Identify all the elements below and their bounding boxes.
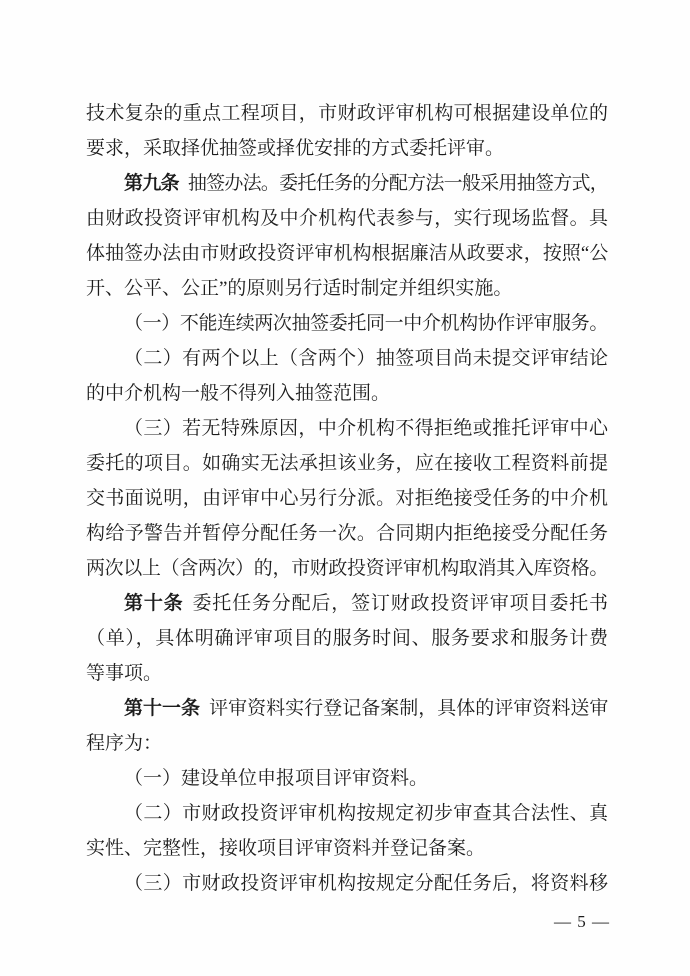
line-text: 构给予警告并暂停分配任务一次。合同期内拒绝接受分配任务 (86, 523, 608, 544)
text-line (86, 551, 608, 586)
list-item-1-line (86, 761, 608, 796)
article-11-heading-line (86, 691, 608, 726)
line-text: 交书面说明，由评审中心另行分派。对拒绝接受任务的中介机 (86, 488, 608, 509)
line-text: 评审资料实行登记备案制，具体的评审资料送审 (209, 698, 608, 719)
line-text: 实性、完整性，接收项目评审资料并登记备案。 (86, 838, 486, 859)
line-text: 委托的项目。如确实无法承担该业务，应在接收工程资料前提 (86, 453, 608, 474)
text-line (86, 376, 608, 411)
article-number: 第十条 (124, 593, 184, 614)
text-line (86, 96, 608, 131)
line-text: 抽签办法。委托任务的分配方法一般采用抽签方式， (187, 173, 608, 194)
text-line (86, 831, 608, 866)
article-number: 第十一条 (124, 698, 201, 719)
line-text: 等事项。 (86, 663, 163, 684)
text-line (86, 236, 608, 271)
line-text: 委托任务分配后，签订财政投资评审项目委托书 (192, 593, 608, 614)
text-line (86, 446, 608, 481)
line-text: （一）建设单位申报项目评审资料。 (124, 768, 429, 789)
line-text: （三）市财政投资评审机构按规定分配任务后，将资料移 (124, 873, 608, 894)
line-text: （二）市财政投资评审机构按规定初步审查其合法性、真 (124, 803, 608, 824)
line-text: 程序为： (86, 733, 163, 754)
list-item-1-line (86, 306, 608, 341)
list-item-3-line (86, 411, 608, 446)
list-item-2-line (86, 341, 608, 376)
page-number: — 5 — (554, 912, 610, 931)
line-text: （二）有两个以上（含两个）抽签项目尚未提交评审结论 (124, 348, 608, 369)
text-line (86, 621, 608, 656)
text-line (86, 656, 608, 691)
line-text: （一）不能连续两次抽签委托同一中介机构协作评审服务。 (124, 313, 608, 334)
text-line (86, 481, 608, 516)
line-text: 的中介机构一般不得列入抽签范围。 (86, 383, 391, 404)
text-line (86, 726, 608, 761)
article-10-heading-line (86, 586, 608, 621)
line-text: 由财政投资评审机构及中介机构代表参与，实行现场监督。具 (86, 208, 608, 229)
text-line (86, 516, 608, 551)
article-number: 第九条 (124, 173, 179, 194)
line-text: 体抽签办法由市财政投资评审机构根据廉洁从政要求，按照“公 (86, 243, 608, 264)
line-text: 开、公平、公正”的原则另行适时制定并组织实施。 (86, 278, 513, 299)
article-9-heading-line (86, 166, 608, 201)
text-line (86, 201, 608, 236)
text-line (86, 271, 608, 306)
document-body (86, 96, 608, 901)
line-text: （单），具体明确评审项目的服务时间、服务要求和服务计费 (86, 628, 608, 649)
list-item-3-line (86, 866, 608, 901)
line-text: 技术复杂的重点工程项目，市财政评审机构可根据建设单位的 (86, 103, 608, 124)
line-text: 两次以上（含两次）的，市财政投资评审机构取消其入库资格。 (86, 558, 608, 579)
text-line (86, 131, 608, 166)
list-item-2-line (86, 796, 608, 831)
line-text: 要求，采取择优抽签或择优安排的方式委托评审。 (86, 138, 505, 159)
line-text: （三）若无特殊原因，中介机构不得拒绝或推托评审中心 (124, 418, 608, 439)
